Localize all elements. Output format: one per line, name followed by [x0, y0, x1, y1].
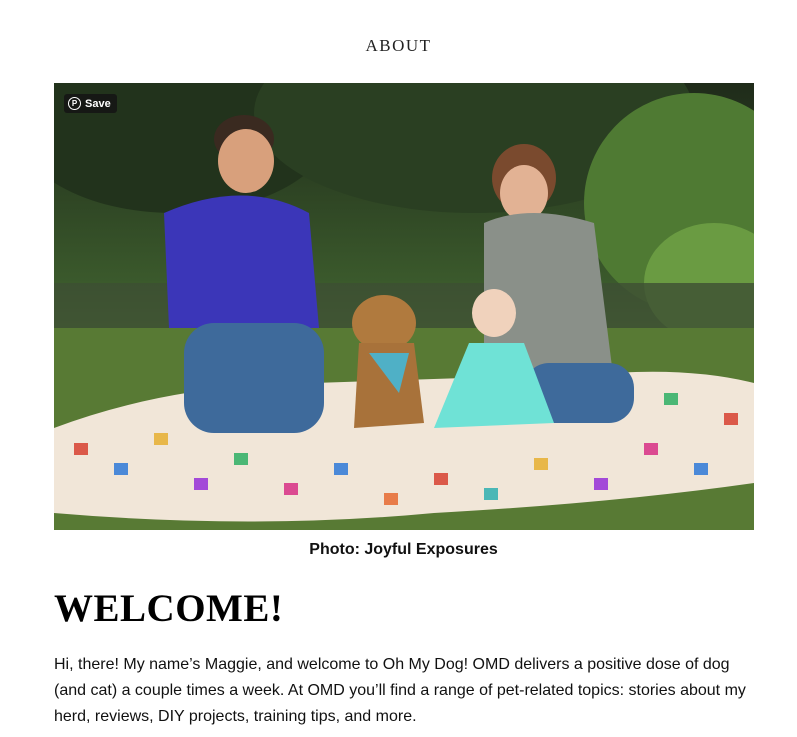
save-label: Save — [85, 97, 111, 110]
page-title: ABOUT — [365, 36, 432, 55]
family-photo — [54, 83, 754, 530]
article-title: WELCOME! — [54, 587, 284, 630]
photo-illustration — [54, 83, 754, 530]
pinterest-icon: P — [68, 97, 81, 110]
intro-paragraph: Hi, there! My name’s Maggie, and welcome to Oh My Dog! OMD delivers a positive dose of dog (and cat) a couple times a week. At OMD you’ll find a range of pet-related topics: stories about my herd, reviews, DIY projects, training tips, and more. — [54, 656, 746, 725]
photo-caption: Photo: Joyful Exposures — [309, 541, 498, 558]
pinterest-save-button[interactable] — [64, 94, 117, 113]
